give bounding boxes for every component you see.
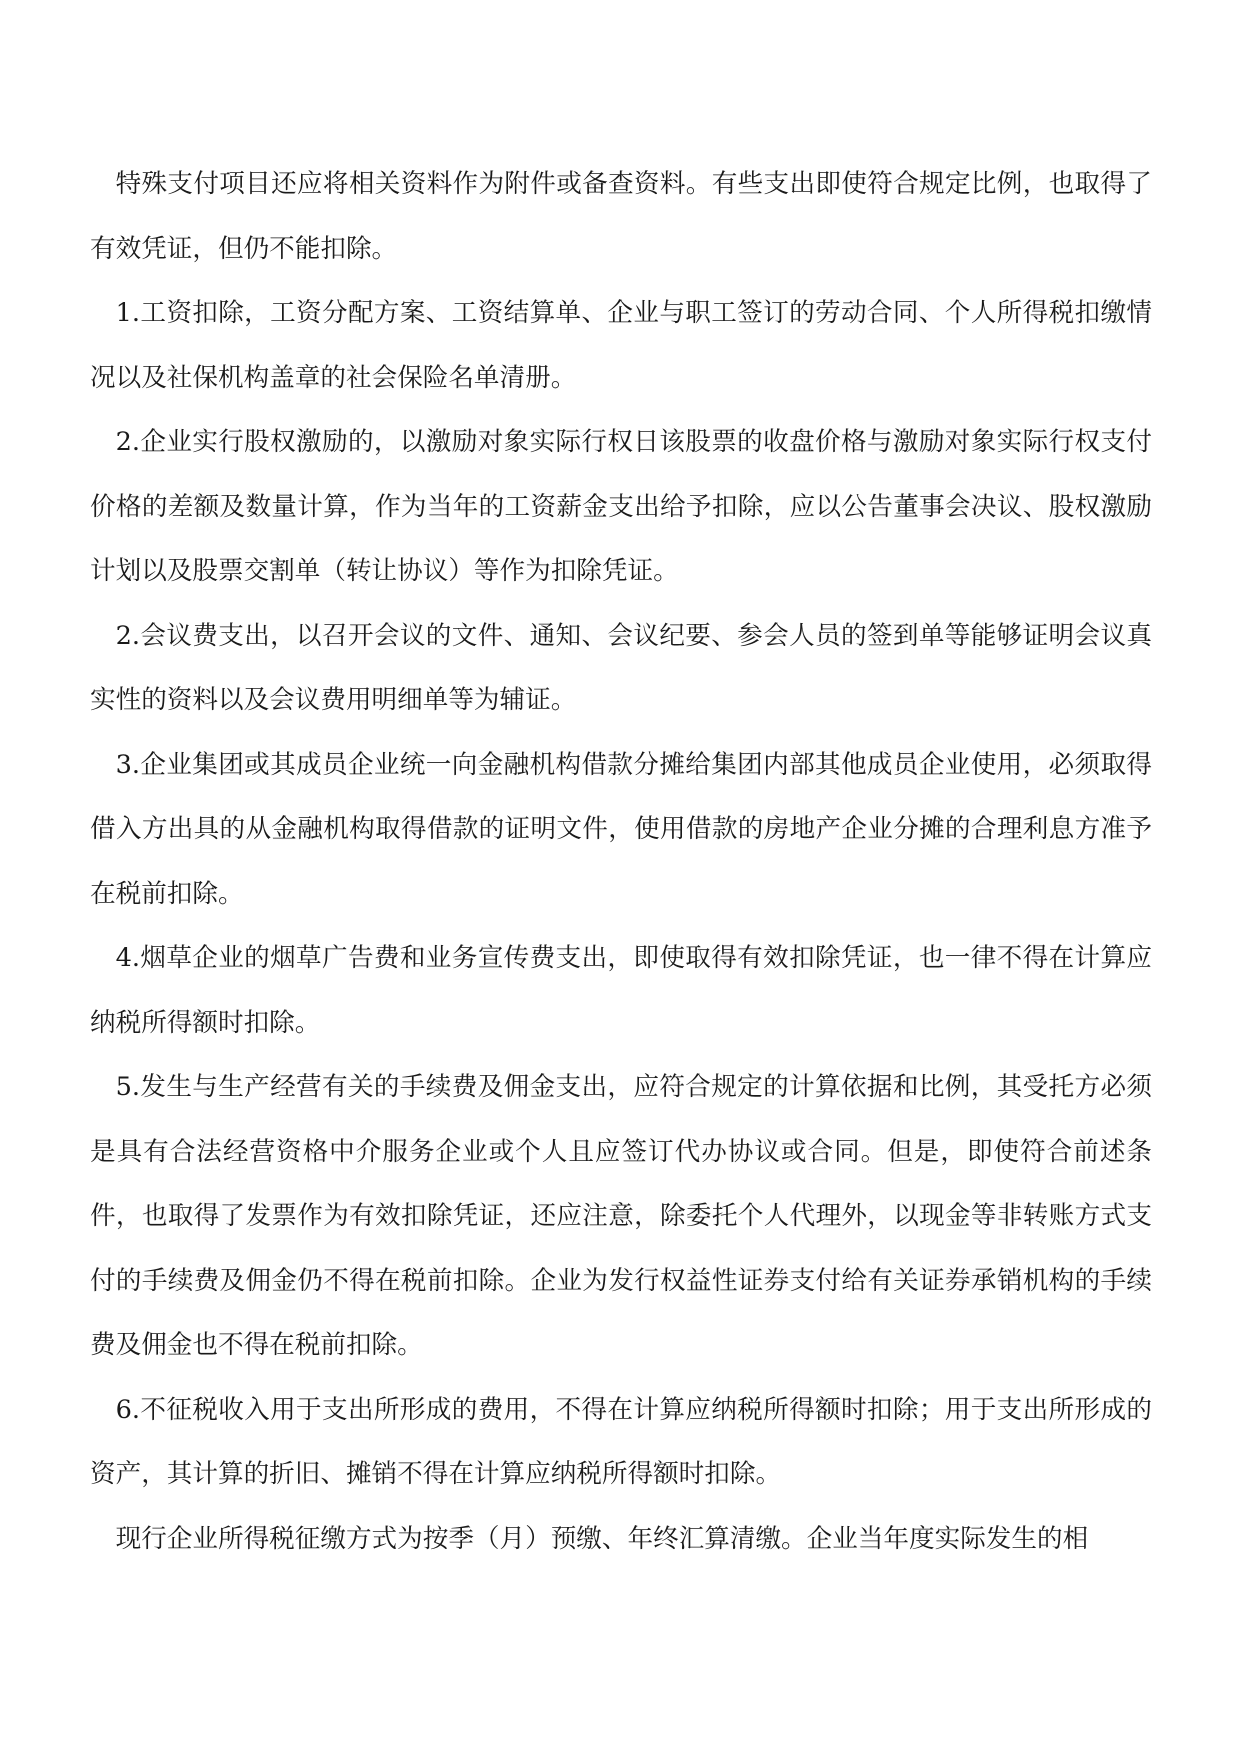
paragraph-item-2-equity-incentive: 2.企业实行股权激励的，以激励对象实际行权日该股票的收盘价格与激励对象实际行权支付价格的差额及数量计算，作为当年的工资薪金支出给予扣除，应以公告董事会决议、股权激励计划以及股票交割单（转让协议）等作为扣除凭证。	[90, 427, 1152, 586]
paragraph-item-4-tobacco: 4.烟草企业的烟草广告费和业务宣传费支出，即使取得有效扣除凭证，也一律不得在计算应纳税所得额时扣除。	[90, 943, 1152, 1038]
paragraph-collection-method: 现行企业所得税征缴方式为按季（月）预缴、年终汇算清缴。企业当年度实际发生的相	[115, 1523, 1089, 1554]
paragraph-item-6-non-taxable: 6.不征税收入用于支出所形成的费用，不得在计算应纳税所得额时扣除；用于支出所形成的资产，其计算的折旧、摊销不得在计算应纳税所得额时扣除。	[90, 1394, 1152, 1489]
paragraph-item-1-wages: 1.工资扣除，工资分配方案、工资结算单、企业与职工签订的劳动合同、个人所得税扣缴情况以及社保机构盖章的社会保险名单清册。	[90, 298, 1152, 393]
paragraph-intro: 特殊支付项目还应将相关资料作为附件或备查资料。有些支出即使符合规定比例，也取得了有效凭证，但仍不能扣除。	[90, 169, 1152, 264]
paragraph-item-2-meeting-fees: 2.会议费支出，以召开会议的文件、通知、会议纪要、参会人员的签到单等能够证明会议真实性的资料以及会议费用明细单等为辅证。	[90, 620, 1152, 715]
document-body	[90, 152, 1152, 1571]
paragraph-item-5-commissions: 5.发生与生产经营有关的手续费及佣金支出，应符合规定的计算依据和比例，其受托方必须是具有合法经营资格中介服务企业或个人且应签订代办协议或合同。但是，即使符合前述条件，也取得了发票作为有效扣除凭证，还应注意，除委托个人代理外，以现金等非转账方式支付的手续费及佣金仍不得在税前扣除。企业为发行权益性证券支付给有关证券承销机构的手续费及佣金也不得在税前扣除。	[90, 1072, 1152, 1360]
paragraph-item-3-group-loans: 3.企业集团或其成员企业统一向金融机构借款分摊给集团内部其他成员企业使用，必须取得借入方出具的从金融机构取得借款的证明文件，使用借款的房地产企业分摊的合理利息方准予在税前扣除。	[90, 749, 1152, 909]
